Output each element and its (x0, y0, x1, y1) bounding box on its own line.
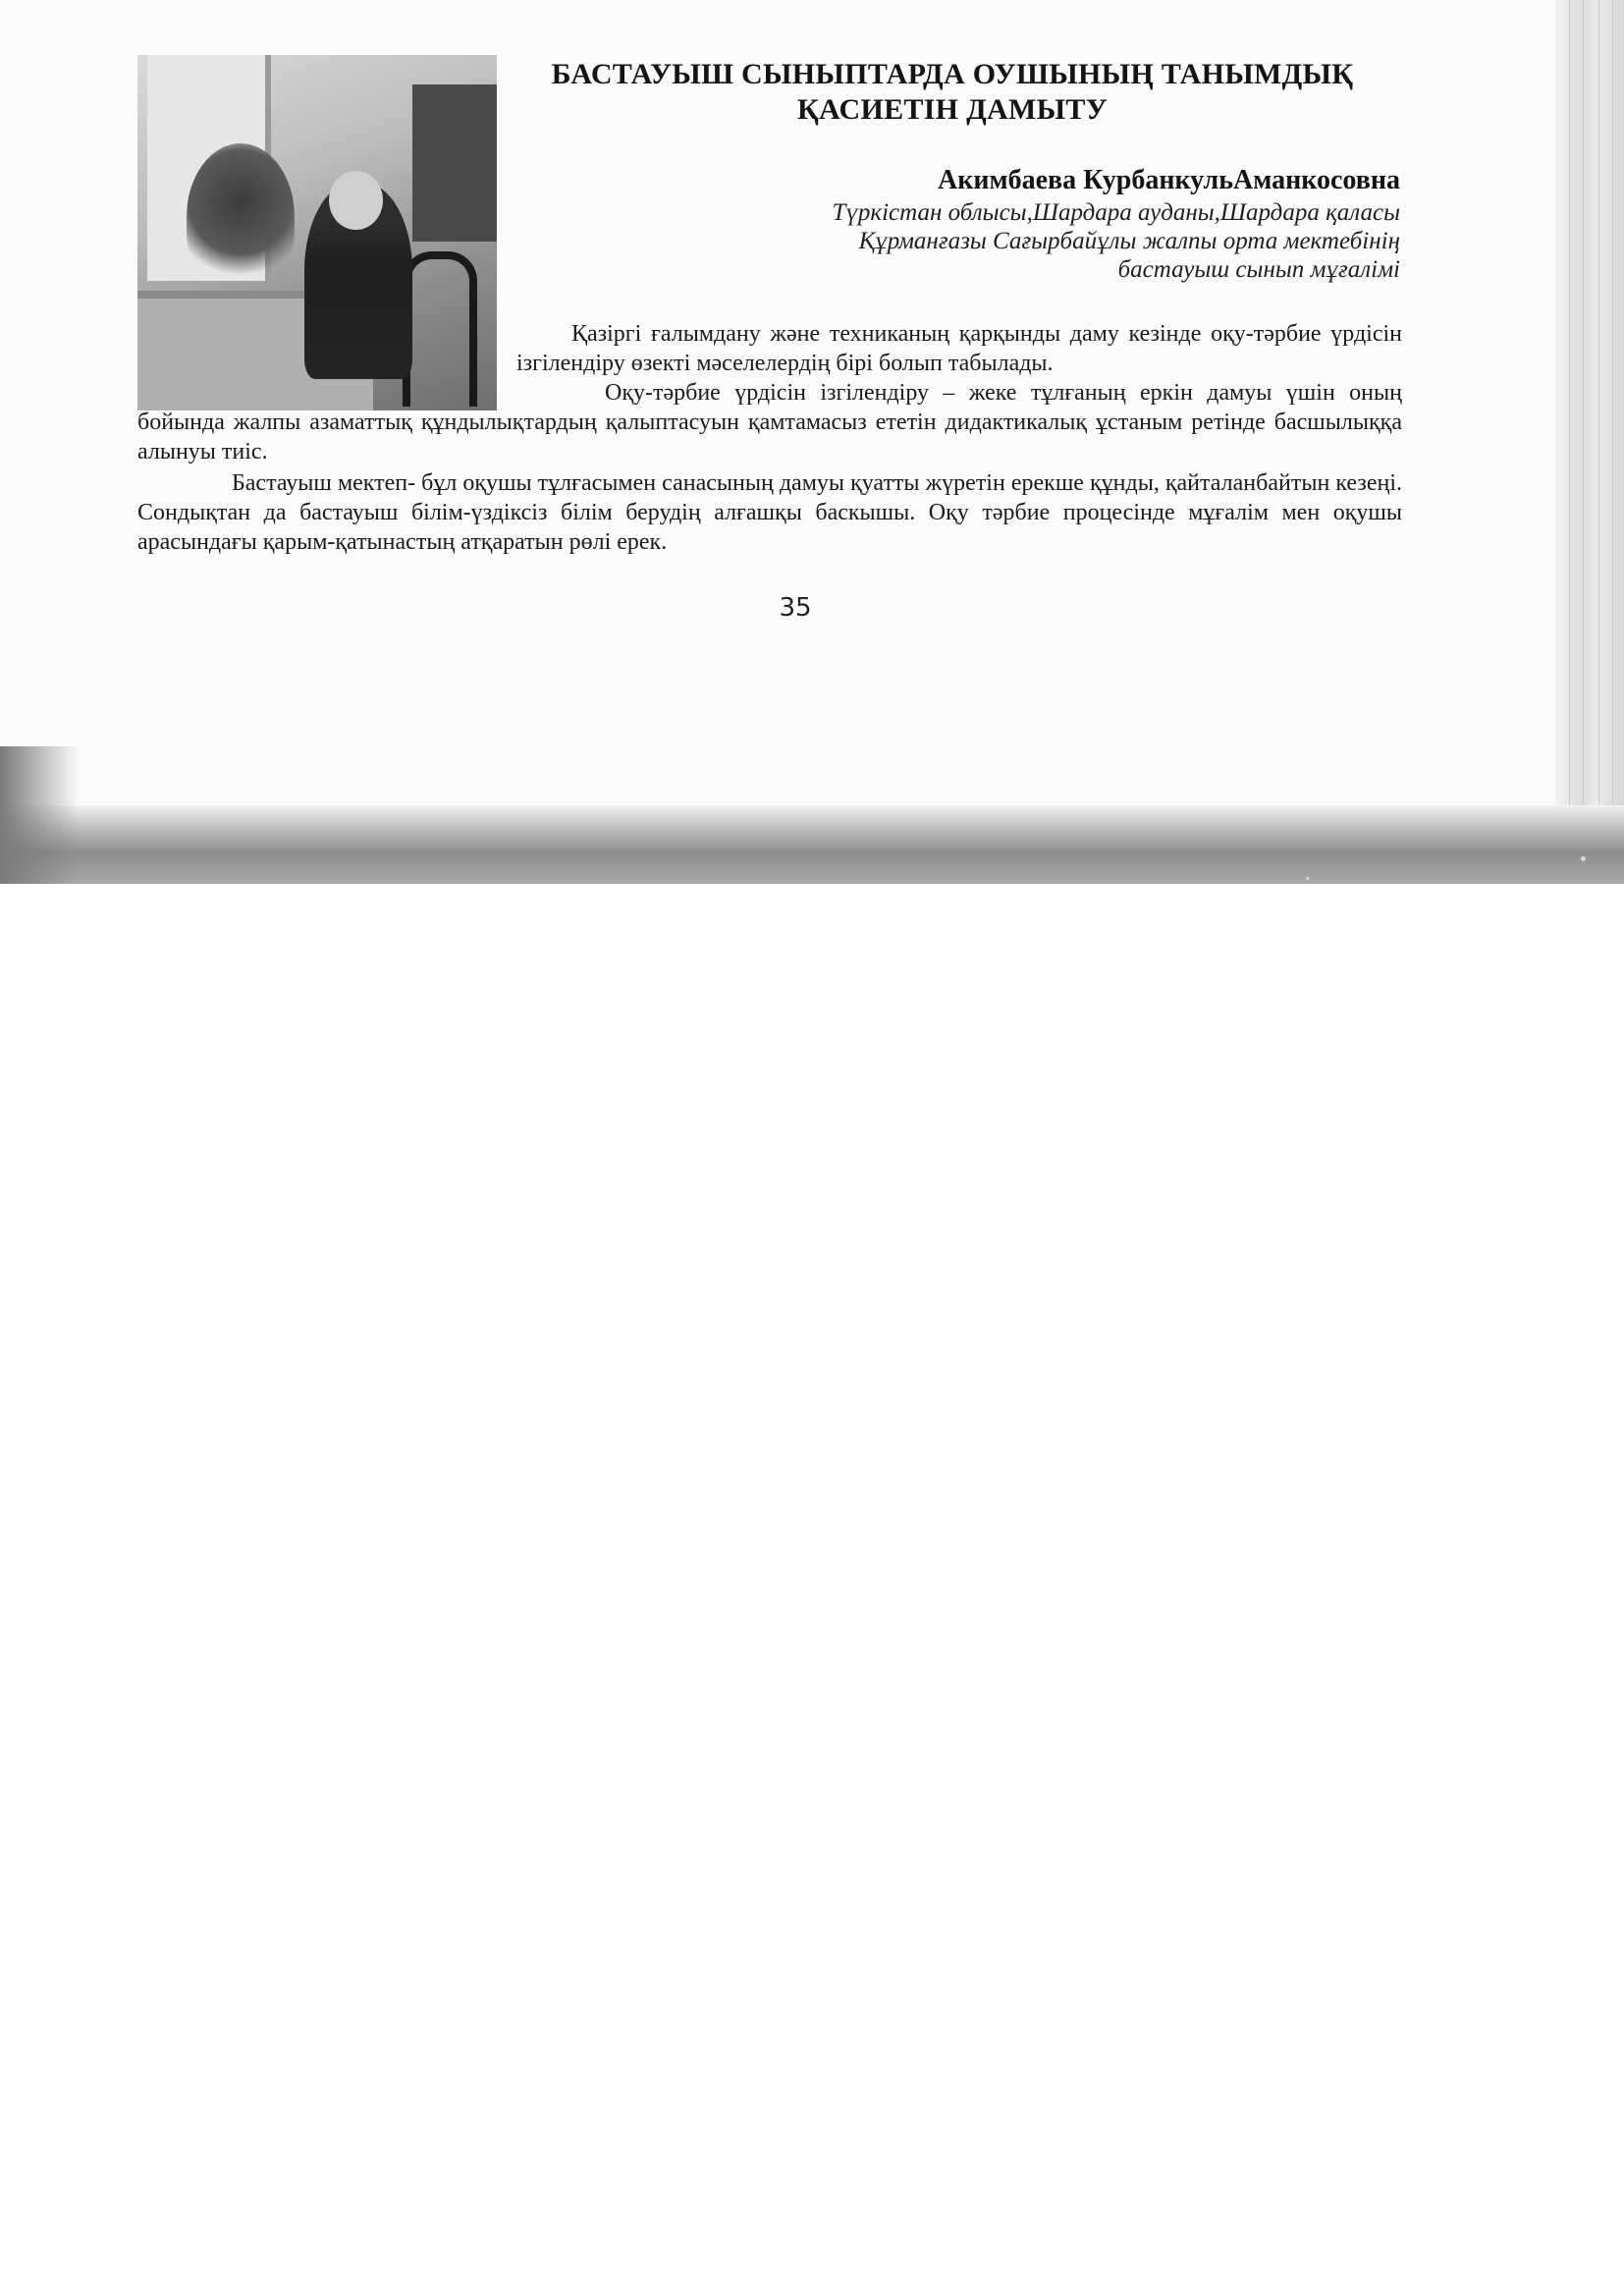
author-affiliation (832, 198, 1400, 284)
paragraph-3: Бастауыш мектеп- бұл оқушы тұлғасымен санасының дамуы қуатты жүретін ерекше құнды, қайталанбайтын кезеңі. Сондықтан да бастауыш білім-үздіксіз білім берудің алғашқы баскышы. Оқу тәрбие процесінде мұғалім мен оқушы арасындағы қарым-қатынастың атқаратын рөлі ерек. (137, 470, 1402, 555)
scan-shadow (0, 805, 1624, 884)
affiliation-line-3: бастауыш сынып мұғалімі (1117, 256, 1400, 283)
paragraph-1: Қазіргі ғалымдану және техниканың қарқынды даму кезінде оқу-тәрбие үрдісін ізгілендіру өзекті мәселелердің бірі болып табылады. (516, 321, 1402, 376)
photo-plant (187, 143, 295, 291)
article-title (511, 57, 1394, 128)
photo-face (329, 171, 383, 230)
page-number: 35 (779, 593, 812, 623)
scan-speck (1581, 856, 1586, 861)
author-photo (137, 55, 497, 410)
affiliation-line-1: Түркістан облысы,Шардара ауданы,Шардара қаласы (832, 199, 1400, 226)
photo-board (412, 84, 497, 242)
scan-speck (1306, 877, 1309, 880)
page-stack-edge (1555, 0, 1624, 825)
scanned-page (0, 0, 1624, 884)
title-line-2: ҚАСИЕТІН ДАМЫТУ (796, 93, 1109, 126)
author-name: Акимбаева КурбанкульАманкосовна (938, 165, 1400, 195)
title-line-1: БАСТАУЫШ СЫНЫПТАРДА ОУШЫНЫҢ ТАНЫМДЫҚ (551, 58, 1354, 90)
affiliation-line-2: Құрманғазы Сағырбайұлы жалпы орта мектебінің (858, 228, 1400, 254)
scan-shadow-corner (0, 746, 79, 884)
paragraph-2: Оқу-тәрбие үрдісін ізгілендіру – жеке тұлғаның еркін дамуы үшін оның бойында жалпы азаматтық құндылықтардың қалыптасуын қамтамасыз ететін дидактикалық ұстаным ретінде басшылыққа алынуы тиіс. (137, 380, 1402, 465)
